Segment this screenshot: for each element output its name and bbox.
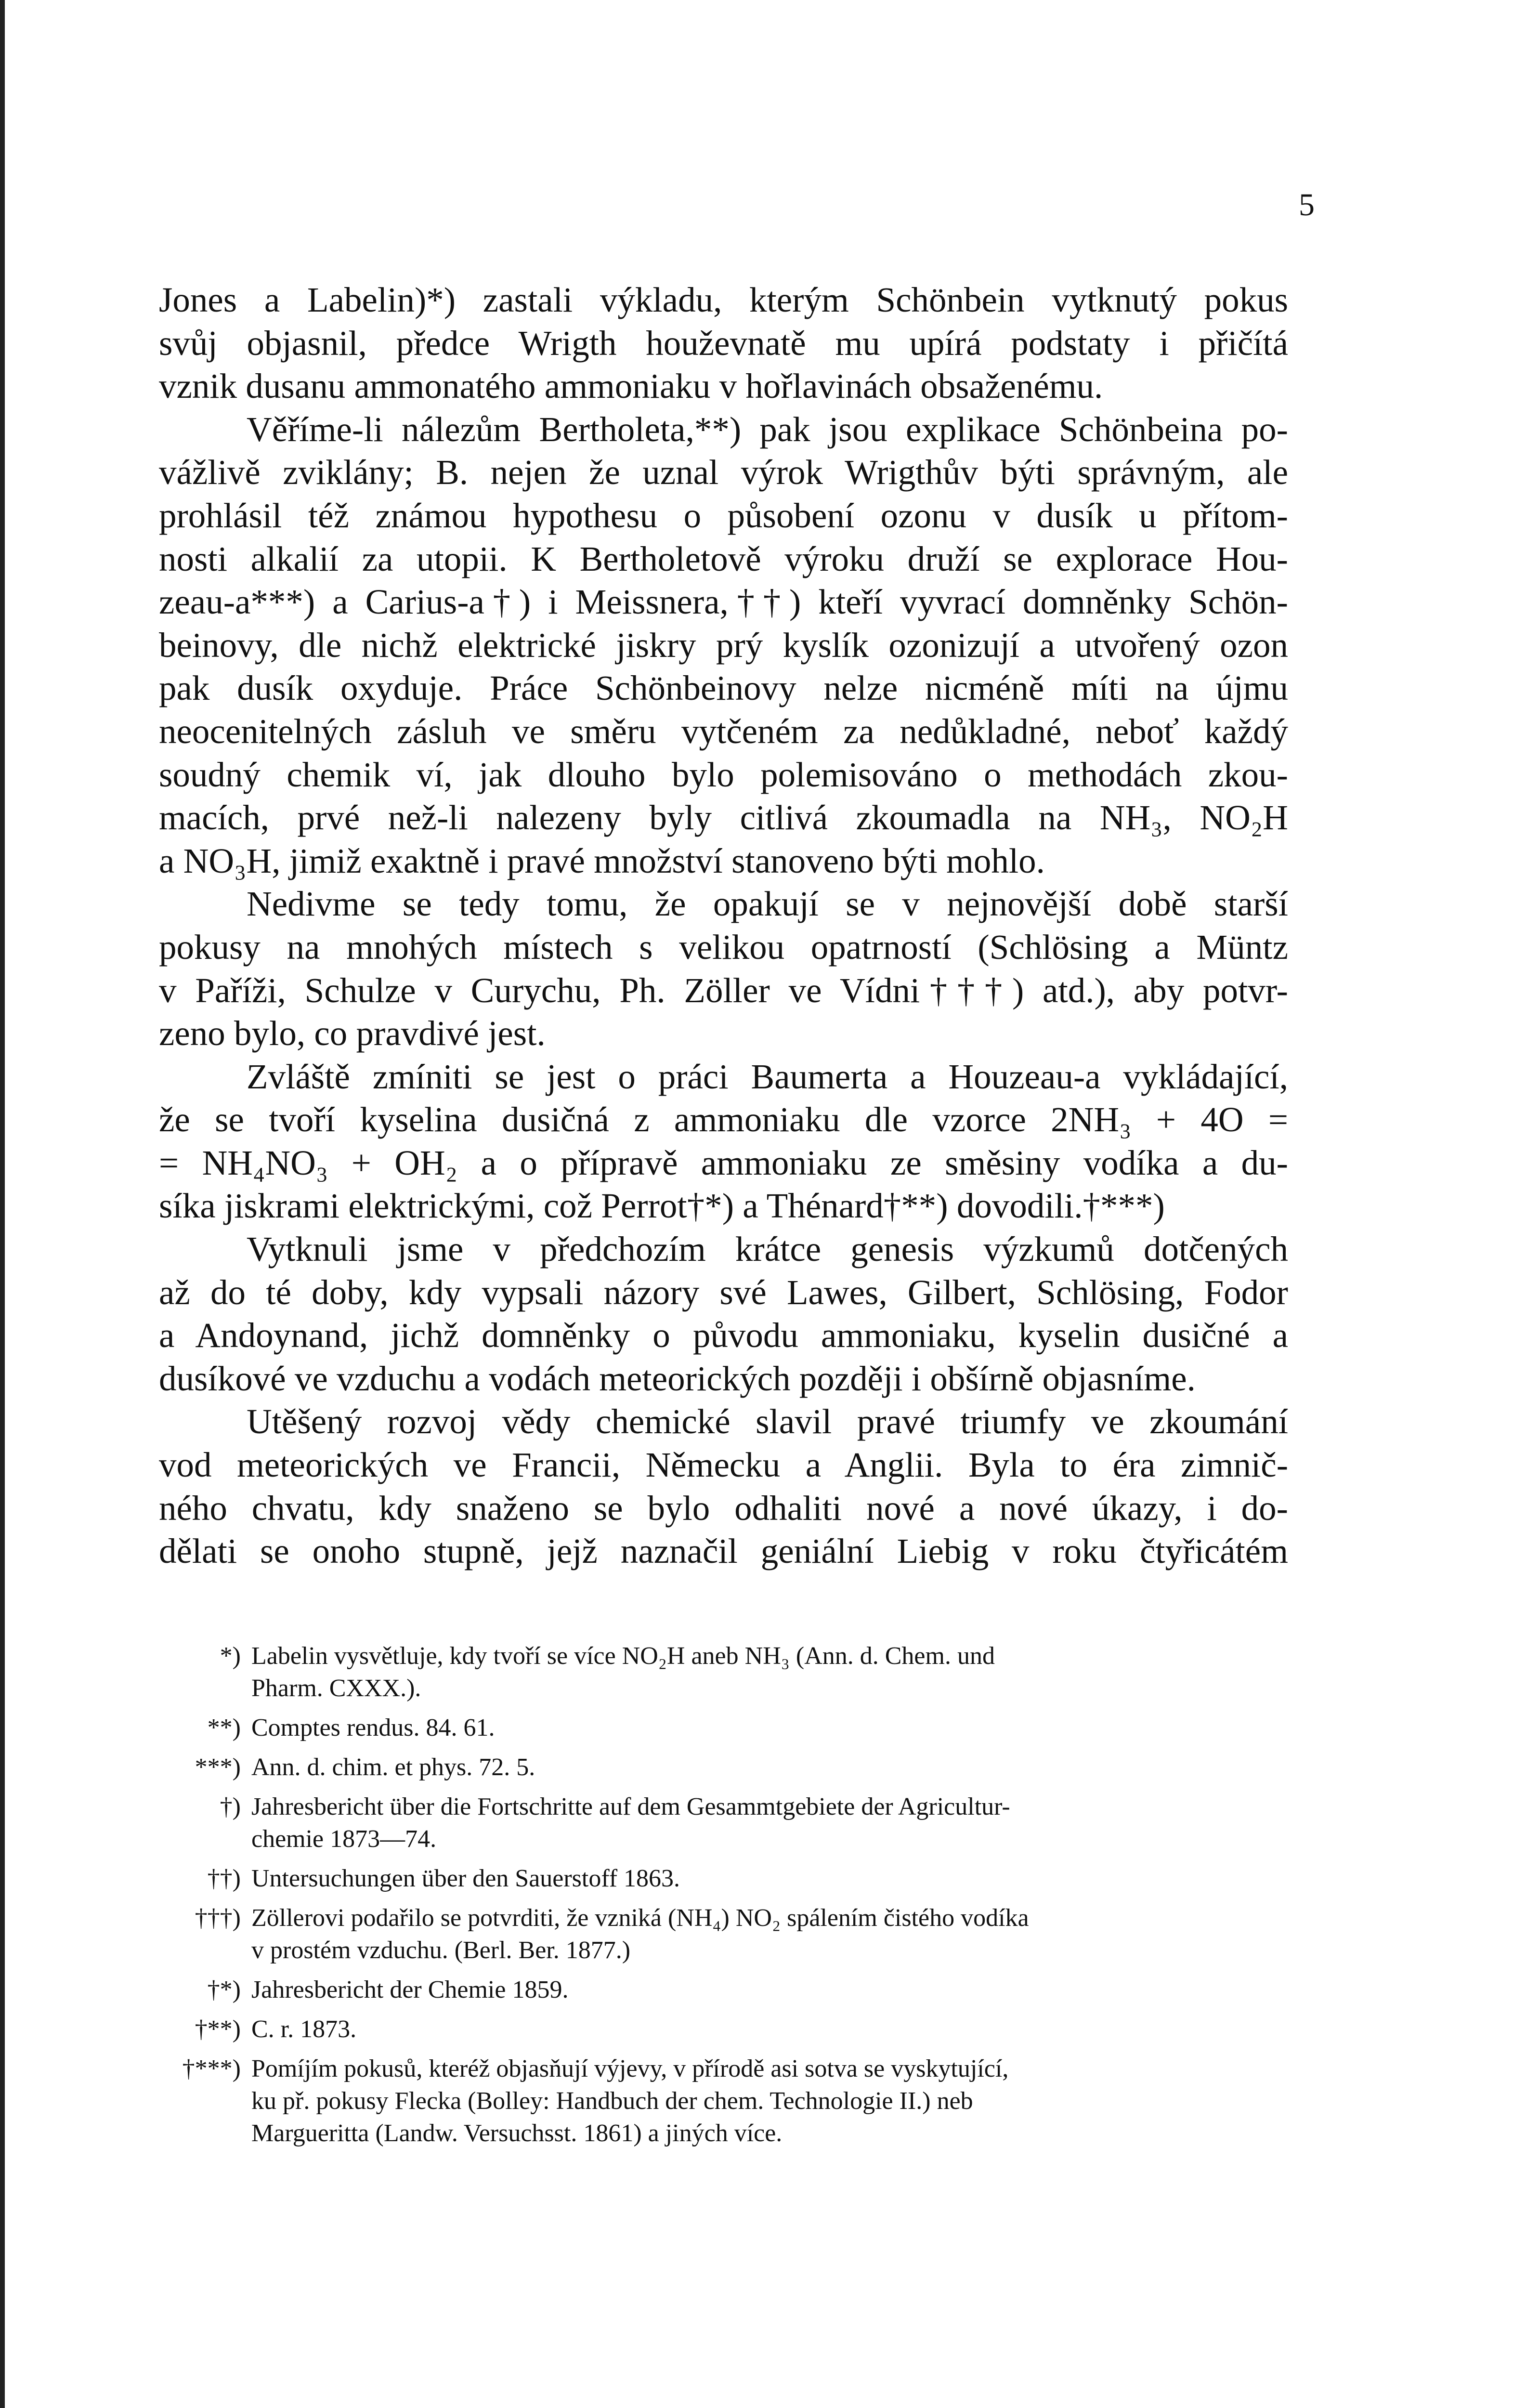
footnote xyxy=(159,2013,1288,2045)
text-line: vznik dusanu ammonatého ammoniaku v hořlavinách obsaženému. xyxy=(159,366,1103,406)
footnote xyxy=(159,1974,1288,2006)
text-line: Nedivme se tedy tomu, že opakují se v nejnovější době starší xyxy=(247,884,1288,924)
text-line: síka jiskrami elektrickými, což Perrot†*) a Thénard†**) dovodili.†***) xyxy=(159,1186,1165,1226)
footnote-line: chemie 1873—74. xyxy=(251,1825,437,1853)
text-line: ného chvatu, kdy snaženo se bylo odhaliti nové a nové úkazy, i do- xyxy=(159,1488,1288,1528)
footnote-line: v prostém vzduchu. (Berl. Ber. 1877.) xyxy=(251,1937,631,1964)
text-line: soudný chemik ví, jak dlouho bylo polemisováno o methodách zkou- xyxy=(159,755,1288,794)
footnote xyxy=(159,1902,1288,1966)
footnote-line: ku př. pokusy Flecka (Bolley: Handbuch der chem. Technologie II.) neb xyxy=(251,2087,973,2115)
footnote-mark: †***) xyxy=(182,2055,241,2082)
text-line: Vytknuli jsme v předchozím krátce genesis výzkumů dotčených xyxy=(247,1230,1288,1269)
text-line: nosti alkalií za utopii. K Bertholetově výroku druží se explorace Hou- xyxy=(159,539,1288,578)
text-line: a Andoynand, jichž domněnky o původu ammoniaku, kyselin dusičné a xyxy=(159,1316,1288,1355)
footnote-mark: †**) xyxy=(195,2015,241,2043)
text-line: až do té doby, kdy vypsali názory své Lawes, Gilbert, Schlösing, Fodor xyxy=(159,1272,1288,1312)
body-text xyxy=(159,278,1288,1573)
footnote xyxy=(159,1640,1288,1704)
footnote-line: Ann. d. chim. et phys. 72. 5. xyxy=(251,1754,535,1781)
text-line: Utěšený rozvoj vědy chemické slavil pravé triumfy ve zkoumání xyxy=(247,1402,1288,1441)
text-line: neocenitelných zásluh ve směru vytčeném za nedůkladné, neboť každý xyxy=(159,711,1288,751)
footnote-mark: †*) xyxy=(207,1976,241,2003)
footnote-line: Zöllerovi podařilo se potvrditi, že vzniká (NH₄) NO₂ spálením čistého vodíka xyxy=(251,1904,1029,1932)
text-line: Zvláště zmíniti se jest o práci Baumerta a Houzeau-a vykládající, xyxy=(247,1057,1288,1096)
footnote-line: Pomíjím pokusů, kteréž objasňují výjevy, v přírodě asi sotva se vyskytující, xyxy=(251,2055,1009,2082)
paragraph xyxy=(159,278,1288,408)
page-edge xyxy=(0,0,5,2408)
text-line: že se tvoří kyselina dusičná z ammoniaku dle vzorce 2NH₃ + 4O = xyxy=(159,1100,1288,1139)
footnote xyxy=(159,2053,1288,2149)
text-line: v Paříži, Schulze v Curychu, Ph. Zöller ve Vídni†††) atd.), aby potvr- xyxy=(159,970,1288,1010)
footnote-line: Comptes rendus. 84. 61. xyxy=(251,1714,495,1741)
footnote-line: Marguerittа (Landw. Versuchsst. 1861) a jiných více. xyxy=(251,2120,783,2147)
paragraph xyxy=(159,1400,1288,1572)
text-line: beinovy, dle nichž elektrické jiskry prý kyslík ozonizují a utvořený ozon xyxy=(159,625,1288,665)
footnote-mark: **) xyxy=(207,1714,241,1741)
footnote-line: Jahresbericht über die Fortschritte auf dem Gesammtgebiete der Agricultur- xyxy=(251,1793,1010,1820)
text-line: vážlivě zviklány; B. nejen že uznal výrok Wrigthův býti správným, ale xyxy=(159,453,1288,492)
footnote-line: Untersuchungen über den Sauerstoff 1863. xyxy=(251,1865,680,1892)
footnote-mark: †††) xyxy=(195,1904,241,1932)
paragraph xyxy=(159,882,1288,1055)
footnotes xyxy=(159,1640,1288,2157)
text-line: svůj objasnil, předce Wrigth houževnatě mu upírá podstaty i přičítá xyxy=(159,323,1288,363)
text-line: = NH₄NO₃ + OH₂ a o přípravě ammoniaku ze směsiny vodíka a du- xyxy=(159,1143,1288,1182)
footnote-line: Pharm. CXXX.). xyxy=(251,1675,421,1702)
footnote-line: C. r. 1873. xyxy=(251,2015,357,2043)
footnote-mark: ††) xyxy=(207,1865,241,1892)
footnote-mark: *) xyxy=(220,1642,241,1670)
paragraph xyxy=(159,1055,1288,1228)
footnote-mark: ***) xyxy=(195,1754,241,1781)
page-number: 5 xyxy=(1299,187,1315,222)
text-line: zeau-a***) a Carius-a†) i Meissnera,††) kteří vyvrací domněnky Schön- xyxy=(159,582,1288,622)
footnote xyxy=(159,1791,1288,1855)
text-line: pokusy na mnohých místech s velikou opatrností (Schlösing a Müntz xyxy=(159,927,1288,967)
text-line: pak dusík oxyduje. Práce Schönbeinovy nelze nicméně míti na újmu xyxy=(159,668,1288,708)
footnote xyxy=(159,1862,1288,1895)
text-line: prohlásil též známou hypothesu o působení ozonu v dusík u přítom- xyxy=(159,496,1288,535)
text-line: dělati se onoho stupně, jejž naznačil geniální Liebig v roku čtyřicátém xyxy=(159,1531,1288,1571)
footnote xyxy=(159,1751,1288,1783)
footnote xyxy=(159,1712,1288,1744)
text-line: Věříme-li nálezům Bertholeta,**) pak jsou explikace Schönbeina po- xyxy=(247,409,1288,449)
footnote-mark: †) xyxy=(220,1793,241,1820)
text-line: dusíkové ve vzduchu a vodách meteorických později i obšírně objasníme. xyxy=(159,1359,1196,1398)
text-line: macích, prvé než-li nalezeny byly citlivá zkoumadla na NH₃, NO₂H xyxy=(159,798,1288,838)
paragraph xyxy=(159,1228,1288,1400)
paragraph xyxy=(159,408,1288,883)
text-line: vod meteorických ve Francii, Německu a Anglii. Byla to éra zimnič- xyxy=(159,1445,1288,1485)
footnote-line: Labelin vysvětluje, kdy tvoří se více NO₂H aneb NH₃ (Ann. d. Chem. und xyxy=(251,1642,995,1670)
text-line: Jones a Labelin)*) zastali výkladu, kterým Schönbein vytknutý pokus xyxy=(159,280,1288,319)
footnote-line: Jahresbericht der Chemie 1859. xyxy=(251,1976,569,2003)
text-line: a NO₃H, jimiž exaktně i pravé množství stanoveno býti mohlo. xyxy=(159,841,1045,880)
text-line: zeno bylo, co pravdivé jest. xyxy=(159,1014,546,1053)
